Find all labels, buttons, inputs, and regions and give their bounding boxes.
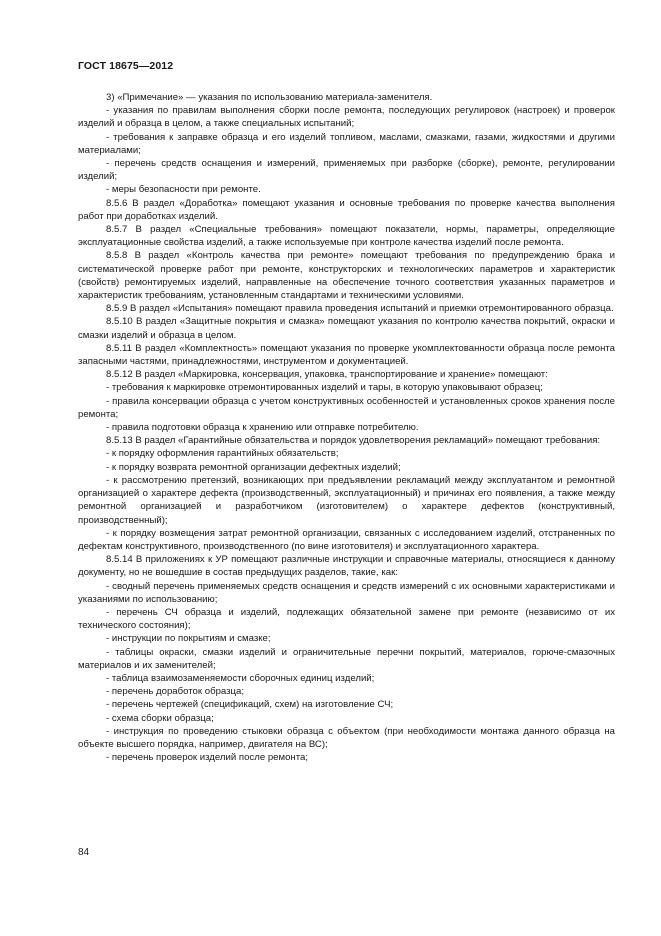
paragraph: - схема сборки образца; [106, 712, 214, 724]
paragraph: - к порядку возврата ремонтной организации дефектных изделий; [106, 461, 401, 473]
paragraph: - к рассмотрению претензий, возникающих при предъявлении рекламаций между эксплуатантом и ремонтной организацией о характере дефекта (производственный, эксплуатационный) и причинах его появления, а также между ремонтной организацией и разработчиком (изготовителем) о характере дефектов (конструктивный, производственный); [78, 474, 615, 526]
paragraph: - меры безопасности при ремонте. [106, 184, 261, 196]
paragraph: 3) «Примечание» — указания по использованию материала-заменителя. [106, 92, 433, 103]
paragraph: - указания по правилам выполнения сборки после ремонта, последующих регулировок (настроек) и проверок изделий и образца в целом, а также специальных испытаний; [78, 105, 615, 130]
paragraph: - правила консервации образца с учетом конструктивных особенностей и установленных сроков хранения после ремонта; [78, 395, 615, 420]
paragraph: 8.5.12 В раздел «Маркировка, консервация, упаковка, транспортирование и хранение» помещают: [106, 369, 548, 381]
paragraph: - перечень СЧ образца и изделий, подлежащих обязательной замене при ремонте (независимо от их технического состояния); [78, 606, 615, 632]
paragraph: - перечень доработок образца; [106, 686, 245, 698]
paragraph: - инструкция по проведению стыковки образца с объектом (при необходимости монтажа данного образца на объекте высшего порядка, например, двигателя на ВС); [78, 725, 615, 750]
paragraph: - таблицы окраски, смазки изделий и ограничительные перечни покрытий, материалов, горюче-смазочных материалов и их заменителей; [78, 646, 615, 671]
paragraph: 8.5.11 В раздел «Комплектность» помещают указания по проверке укомплектованности образца после ремонта запасными частями, принадлежностями, инструментом и документацией. [78, 342, 615, 368]
paragraph: - к порядку возмещения затрат ремонтной организации, связанных с исследованием изделий, отстраненных по дефектам конструктивного, производственного (по вине изготовителя) и эксплуатационного характера. [78, 527, 615, 552]
paragraph: 8.5.13 В раздел «Гарантийные обязательства и порядок удовлетворения рекламаций» помещают требования: [106, 435, 601, 447]
paragraph: - перечень проверок изделий после ремонта; [106, 752, 309, 764]
paragraph: 8.5.7 В раздел «Специальные требования» помещают показатели, нормы, параметры, определяющие эксплуатационные свойства изделий, а также используемые при контроле качества изделий после ремонта. [78, 224, 615, 249]
paragraph: - перечень средств оснащения и измерений, применяемых при разборке (сборке), ремонте, регулировании изделий; [78, 158, 615, 183]
paragraph: - сводный перечень применяемых средств оснащения и средств измерений с их основными характеристиками и указаниями по использованию; [78, 580, 615, 605]
paragraph: - правила подготовки образца к хранению или отправке потребителю. [106, 422, 419, 434]
document-header: ГОСТ 18675—2012 [78, 60, 174, 72]
document-body [78, 91, 615, 764]
paragraph: - к порядку оформления гарантийных обязательств; [106, 448, 339, 460]
paragraph: - требования к заправке образца и его изделий топливом, маслами, смазками, газами, жидкостями и другими материалами; [78, 131, 615, 156]
paragraph: 8.5.10 В раздел «Защитные покрытия и смазка» помещают указания по контролю качества покрытий, окраски и смазки изделий и образца в целом. [78, 316, 615, 341]
paragraph: - перечень чертежей (спецификаций, схем) на изготовление СЧ; [106, 699, 394, 711]
paragraph: - требования к маркировке отремонтированных изделий и тары, в которую упаковывают образец; [106, 382, 543, 394]
paragraph: - инструкции по покрытиям и смазке; [106, 633, 271, 645]
paragraph: 8.5.6 В раздел «Доработка» помещают указания и основные требования по проверке качества выполнения работ при доработках изделий. [78, 197, 615, 222]
paragraph: 8.5.14 В приложениях к УР помещают различные инструкции и справочные материалы, относящиеся к данному документу, но не вошедшие в состав предыдущих разделов, такие, как: [78, 554, 615, 579]
paragraph: - таблица взаимозаменяемости сборочных единиц изделий; [106, 672, 375, 684]
page-number: 84 [78, 847, 90, 858]
paragraph: 8.5.8 В раздел «Контроль качества при ремонте» помещают требования по предупреждению брака и систематической проверке работ при ремонте, конструкторских и технологических параметров и характеристик (свойств) ремонтируемых изделий, направленные на обеспечение точного соответствия указанных параметров и характеристик требованиям, установленным стандартами и техническими условиями. [78, 250, 615, 302]
paragraph: 8.5.9 В раздел «Испытания» помещают правила проведения испытаний и приемки отремонтированного образца. [106, 303, 614, 315]
